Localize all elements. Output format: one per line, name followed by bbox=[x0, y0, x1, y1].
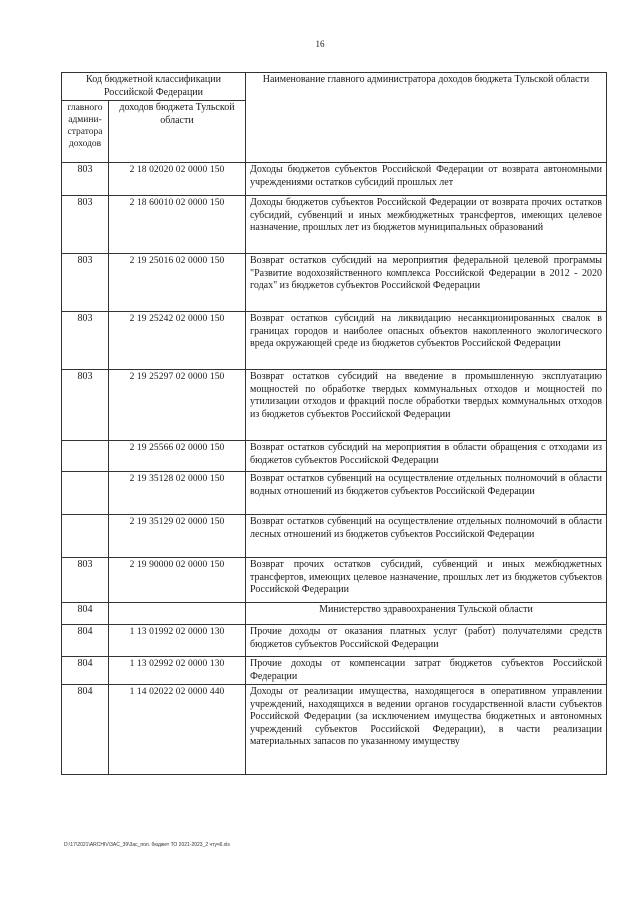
table-row bbox=[62, 254, 607, 312]
section-title-cell: Министерство здравоохранения Тульской области bbox=[246, 603, 607, 625]
revenue-code-cell: 1 13 02992 02 0000 130 bbox=[109, 657, 246, 685]
footer-file-path: D:\17\2021\ARCHIV\3AC_39\3ас_пол. бюджет ТО 2021-2023_2 чтуч6.xls bbox=[64, 842, 230, 848]
revenue-code-cell: 2 19 25016 02 0000 150 bbox=[109, 254, 246, 312]
revenue-code-cell: 2 19 25566 02 0000 150 bbox=[109, 441, 246, 472]
revenue-code-cell: 2 19 25297 02 0000 150 bbox=[109, 370, 246, 441]
admin-code-cell bbox=[62, 472, 109, 515]
description-cell: Возврат остатков субсидий на ликвидацию несанкционированных свалок в границах городов и наиболее опасных объектов накопленного экологического вреда окружающей среде из бюджетов субъектов Российской Федерации bbox=[246, 312, 607, 370]
table-row bbox=[62, 163, 607, 196]
page-number: 16 bbox=[315, 39, 325, 49]
description-cell: Возврат остатков субвенций на осуществление отдельных полномочий в области водных отношений из бюджетов субъектов Российской Федерации bbox=[246, 472, 607, 515]
description-cell: Возврат остатков субсидий на мероприятия федеральной целевой программы "Развитие водохозяйственного комплекса Российской Федерации в 2012 - 2020 годах" из бюджетов субъектов Российской Федерации bbox=[246, 254, 607, 312]
table-row bbox=[62, 370, 607, 441]
table-row bbox=[62, 603, 607, 625]
description-cell: Доходы бюджетов субъектов Российской Федерации от возврата прочих остатков субсидий, субвенций и иных межбюджетных трансфертов, имеющих целевое назначение, прошлых лет из бюджетов муниципальных образований bbox=[246, 196, 607, 254]
admin-code-cell: 803 bbox=[62, 312, 109, 370]
revenue-code-cell: 2 18 02020 02 0000 150 bbox=[109, 163, 246, 196]
description-cell: Прочие доходы от оказания платных услуг (работ) получателями средств бюджетов субъектов Российской Федерации bbox=[246, 625, 607, 657]
header-row bbox=[62, 73, 607, 101]
revenue-code-cell: 1 14 02022 02 0000 440 bbox=[109, 685, 246, 775]
admin-code-cell: 804 bbox=[62, 685, 109, 775]
admin-code-cell: 803 bbox=[62, 558, 109, 603]
header-admin: главного админи-стратора доходов bbox=[62, 101, 109, 163]
table-row bbox=[62, 441, 607, 472]
table-row bbox=[62, 472, 607, 515]
revenue-code-cell: 2 19 35128 02 0000 150 bbox=[109, 472, 246, 515]
admin-code-cell: 803 bbox=[62, 196, 109, 254]
table-row bbox=[62, 312, 607, 370]
revenue-code-cell: 1 13 01992 02 0000 130 bbox=[109, 625, 246, 657]
table-row bbox=[62, 558, 607, 603]
table-row bbox=[62, 625, 607, 657]
description-cell: Доходы от реализации имущества, находящегося в оперативном управлении учреждений, находящихся в ведении органов государственной власти субъектов Российской Федерации (за исключением имущества бюджетных и автономных учреждений субъектов Российской Федерации), в части реализации материальных запасов по указанному имуществу bbox=[246, 685, 607, 775]
revenue-code-cell: 2 19 90000 02 0000 150 bbox=[109, 558, 246, 603]
description-cell: Возврат остатков субвенций на осуществление отдельных полномочий в области лесных отношений из бюджетов субъектов Российской Федерации bbox=[246, 515, 607, 558]
table-row bbox=[62, 685, 607, 775]
description-cell: Доходы бюджетов субъектов Российской Федерации от возврата автономными учреждениями остатков субсидий прошлых лет bbox=[246, 163, 607, 196]
revenue-code-cell: 2 18 60010 02 0000 150 bbox=[109, 196, 246, 254]
header-code-group: Код бюджетной классификации Российской Федерации bbox=[62, 73, 246, 101]
description-cell: Прочие доходы от компенсации затрат бюджетов субъектов Российской Федерации bbox=[246, 657, 607, 685]
description-cell: Возврат остатков субсидий на мероприятия в области обращения с отходами из бюджетов субъектов Российской Федерации bbox=[246, 441, 607, 472]
revenue-code-cell: 2 19 35129 02 0000 150 bbox=[109, 515, 246, 558]
admin-code-cell: 804 bbox=[62, 603, 109, 625]
admin-code-cell bbox=[62, 515, 109, 558]
admin-code-cell bbox=[62, 441, 109, 472]
table-row bbox=[62, 196, 607, 254]
budget-classification-table bbox=[61, 72, 607, 775]
admin-code-cell: 804 bbox=[62, 657, 109, 685]
description-cell: Возврат остатков субсидий на введение в промышленную эксплуатацию мощностей по обработке твердых коммунальных отходов и мощностей по утилизации отходов и фракций после обработки твердых коммунальных отходов из бюджетов субъектов Российской Федерации bbox=[246, 370, 607, 441]
admin-code-cell: 803 bbox=[62, 254, 109, 312]
admin-code-cell: 803 bbox=[62, 163, 109, 196]
table-row bbox=[62, 515, 607, 558]
table-row bbox=[62, 657, 607, 685]
admin-code-cell: 804 bbox=[62, 625, 109, 657]
header-code: доходов бюджета Тульской области bbox=[109, 101, 246, 163]
revenue-code-cell: 2 19 25242 02 0000 150 bbox=[109, 312, 246, 370]
header-name: Наименование главного администратора доходов бюджета Тульской области bbox=[246, 73, 607, 163]
description-cell: Возврат прочих остатков субсидий, субвенций и иных межбюджетных трансфертов, имеющих целевое назначение, прошлых лет из бюджетов субъектов Российской Федерации bbox=[246, 558, 607, 603]
admin-code-cell: 803 bbox=[62, 370, 109, 441]
revenue-code-cell bbox=[109, 603, 246, 625]
